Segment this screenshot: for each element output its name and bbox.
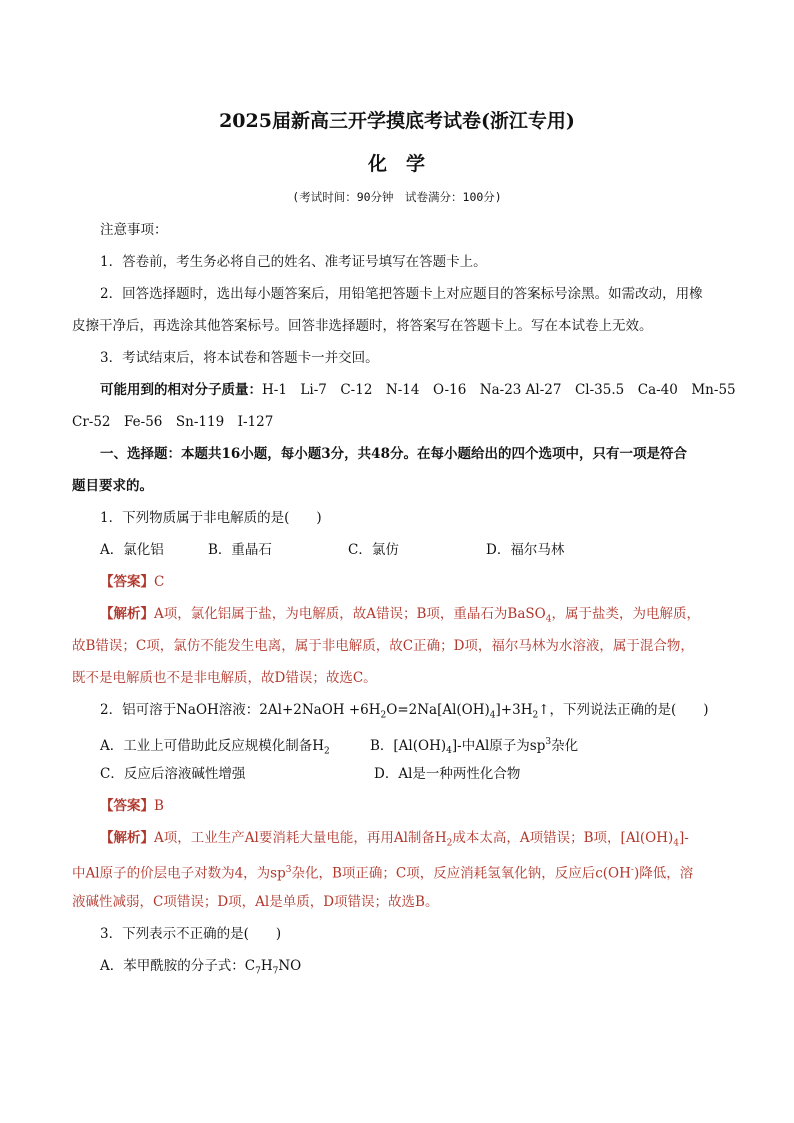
q1-answer-tag: 【答案】: [100, 574, 154, 590]
q2-analysis-line-1: [100, 828, 722, 854]
q2-analysis-sub-2: 4: [673, 838, 680, 849]
q2-stem-4: ↑，下列说法正确的是( ): [538, 702, 709, 718]
q2-option-b: [370, 732, 578, 761]
q2-options-row-2: [100, 764, 722, 784]
q2-option-b-text-1: B．[Al(OH): [370, 737, 447, 754]
q1-analysis-text-1b: ，属于盐类，为电解质，: [551, 606, 700, 622]
q2-option-a-text: A．工业上可借助此反应规模化制备H: [100, 737, 325, 754]
q2-option-d: D．Al是一种两性化合物: [374, 766, 521, 782]
q1-analysis-line-3: 既不是电解质也不是非电解质，故D错误；故选C。: [72, 670, 377, 686]
q3-option-a-sub-2: 7: [272, 966, 279, 977]
note-1: 1．答卷前，考生务必将自己的姓名、准考证号填写在答题卡上。: [100, 254, 487, 270]
q2-options-row-1: [100, 732, 722, 761]
q1-answer: [100, 572, 722, 592]
q2-option-b-charge: ]-: [451, 737, 462, 754]
q2-analysis-text-2: 中Al原子的价层电子对数为4，为sp: [72, 865, 286, 882]
q1-option-b: B．重晶石: [208, 542, 272, 558]
q3-option-a-text: A．苯甲酰胺的分子式：C: [100, 958, 256, 974]
q2-analysis-sup-2: -: [630, 865, 634, 875]
q1-option-c: C．氯仿: [348, 542, 399, 558]
note-2-line-2: 皮擦干净后，再选涂其他答案标号。回答非选择题时，将答案写在答题卡上。写在本试卷上无效。: [72, 318, 653, 334]
q2-stem-sub-2: 4: [489, 710, 496, 721]
subject-char-1: 化: [367, 153, 388, 175]
q2-analysis-tag: 【解析】: [100, 830, 154, 846]
q2-option-b-sub: 4: [446, 746, 452, 757]
q1-option-a: A．氯化铝: [100, 542, 164, 558]
q2-option-a-sub: 2: [324, 746, 330, 757]
q2-stem-1: 2．铝可溶于NaOH溶液：2Al+2NaOH +6H: [100, 702, 381, 718]
q2-analysis-text-1: A项，工业生产Al要消耗大量电能，再用Al制备H: [154, 830, 447, 846]
subject-heading: [0, 149, 794, 176]
section-1-header: [100, 444, 722, 464]
q1-analysis-line-2: 故B错误；C项，氯仿不能发生电离，属于非电解质，故C正确；D项，福尔马林为水溶液，属于混合物，: [72, 638, 694, 654]
q2-analysis-sub-1: 2: [446, 838, 453, 849]
q2-analysis-line-2: [72, 860, 722, 884]
q2-analysis-charge: ]-: [679, 830, 689, 846]
note-2-line-1: 2．回答选择题时，选出每小题答案后，用铅笔把答题卡上对应题目的答案标号涂黑。如需改动，用橡: [100, 286, 703, 302]
section-1-desc: ：本题共16小题，每小题3分，共48分。在每小题给出的四个选项中，只有一项是符合: [167, 446, 687, 462]
q1-answer-value: C: [154, 574, 165, 590]
atomic-mass-values-1: H-1 Li-7 C-12 N-14 O-16 Na-23 Al-27 Cl-35.5 Ca-40 Mn-55: [262, 382, 736, 398]
q2-stem-3: ]+3H: [495, 702, 533, 718]
q1-analysis-sub: 4: [545, 614, 552, 625]
q2-analysis-text-2b: 杂化，B项正确；C项，反应消耗氢氧化钠，反应后c(OH: [291, 865, 631, 882]
q2-option-b-text-3: 杂化: [551, 737, 579, 754]
q1-analysis-text-1: A项，氯化铝属于盐，为电解质，故A错误；B项，重晶石为BaSO: [154, 606, 546, 622]
q2-option-b-sup: 3: [545, 737, 552, 747]
q1-stem: 1．下列物质属于非电解质的是( ): [100, 510, 322, 526]
q2-analysis-line-3: 液碱性减弱，C项错误；D项，Al是单质，D项错误；故选B。: [72, 894, 439, 910]
q1-option-d: D．福尔马林: [486, 542, 565, 558]
q2-option-c: C．反应后溶液碱性增强: [100, 766, 246, 782]
q2-analysis-text-2c: )降低，溶: [633, 865, 694, 882]
q2-stem-sub-3: 2: [532, 710, 539, 721]
q3-option-a: [100, 956, 722, 982]
q2-analysis-sup-1: 3: [285, 865, 292, 875]
q2-stem-2: O=2Na[Al(OH): [386, 702, 490, 718]
subject-char-2: 学: [406, 153, 427, 175]
q3-option-a-end: NO: [278, 958, 302, 974]
q2-stem: [100, 700, 722, 726]
q1-analysis-tag: 【解析】: [100, 606, 154, 622]
section-1-label: 一、选择题: [100, 446, 168, 462]
atomic-mass-line-1: [100, 380, 736, 400]
atomic-mass-line-2: Cr-52 Fe-56 Sn-119 I-127: [72, 414, 274, 430]
exam-title: 2025届新高三开学摸底考试卷(浙江专用): [219, 110, 575, 132]
notes-heading: 注意事项：: [100, 222, 168, 238]
q1-options: [100, 540, 722, 560]
q3-option-a-sub-1: 7: [255, 966, 261, 977]
q2-answer-value: B: [154, 798, 164, 814]
q2-answer: [100, 796, 722, 816]
time-info: (考试时间：90分钟 试卷满分：100分): [292, 190, 502, 204]
atomic-mass-label: 可能用到的相对分子质量：: [100, 382, 262, 398]
q2-analysis-text-1b: 成本太高，A项错误；B项，[Al(OH): [452, 830, 674, 846]
q3-option-a-h: H: [260, 958, 273, 974]
q2-stem-sub-1: 2: [380, 710, 387, 721]
q3-stem: 3．下列表示不正确的是( ): [100, 926, 282, 942]
q1-analysis-line-1: [100, 604, 722, 630]
q2-answer-tag: 【答案】: [100, 798, 154, 814]
q2-option-a: [100, 736, 370, 762]
note-3: 3．考试结束后，将本试卷和答题卡一并交回。: [100, 350, 379, 366]
section-1-desc-2: 题目要求的。: [72, 478, 153, 494]
q2-option-b-text-2: 中Al原子为sp: [461, 737, 546, 754]
